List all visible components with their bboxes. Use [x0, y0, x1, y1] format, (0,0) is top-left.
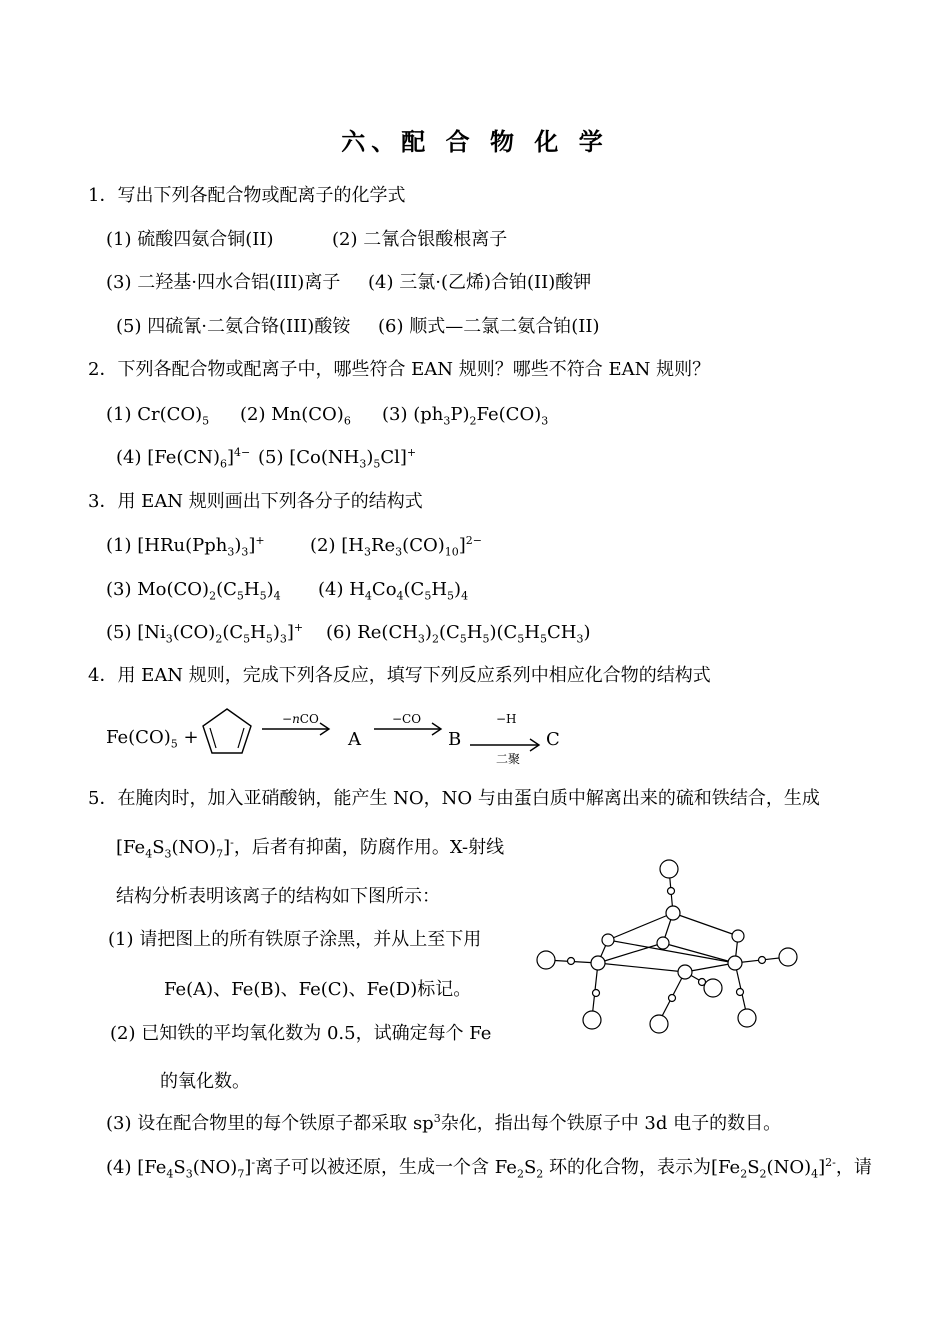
- question-3-stem: 3．用 EAN 规则画出下列各分子的结构式: [88, 491, 423, 512]
- q2-item-5: (5) $[Co(NH_3)_5Cl]^+$: [258, 446, 417, 471]
- q3-item-5: (5) $[Ni_3(CO)_2(C_5H_5)_3]^+$: [106, 621, 304, 646]
- fe4s3-no7-structure-diagram: [530, 850, 810, 1040]
- q3-item-4: (4) $H_4Co_4(C_5H_5)_4$: [318, 579, 469, 603]
- question-1-stem: 1．写出下列各配合物或配离子的化学式: [88, 185, 406, 206]
- cyclopentadiene-ring: [198, 706, 256, 756]
- q3-item-2: (2) $[H_3Re_3(CO)_{10}]^{2-}$: [310, 534, 482, 559]
- arrow-3-icon: [470, 738, 542, 752]
- q5-part-4: (4) $[Fe_4S_3(NO)_7]^-$离子可以被还原，生成一个含 $Fe_2S_2$ 环的化合物，表示为$[Fe_2S_2(NO)_4]^{2-}$，请: [106, 1156, 872, 1181]
- q5-part-1-a: (1) 请把图上的所有铁原子涂黑，并从上至下用: [108, 929, 482, 950]
- q3-item-3: (3) $Mo(CO)_2(C_5H_5)_4$: [106, 579, 281, 603]
- q3-item-1: (1) $[HRu(Pph_3)_3]^+$: [106, 534, 265, 559]
- arrow-3-bottom-label: 二聚: [496, 752, 521, 766]
- arrow-3-top-label: −H: [496, 712, 517, 726]
- arrow-1-icon: [262, 722, 332, 736]
- arrow-2-icon: [374, 722, 444, 736]
- q5-part-3: (3) 设在配合物里的每个铁原子都采取 $sp^3$杂化，指出每个铁原子中 3d 电子的数目。: [106, 1112, 782, 1134]
- arrow-1-label: −nCO: [282, 712, 319, 726]
- question-4-stem: 4．用 EAN 规则，完成下列各反应，填写下列反应系列中相应化合物的结构式: [88, 665, 711, 686]
- q1-item-4: (4) 三氯·(乙烯)合铂(II)酸钾: [368, 272, 592, 293]
- q5-part-2-a: (2) 已知铁的平均氧化数为 0.5，试确定每个 Fe: [110, 1023, 492, 1044]
- q1-item-2: (2) 二氰合银酸根离子: [332, 229, 508, 250]
- q3-item-6: (6) $Re(CH_3)_2(C_5H_5)(C_5H_5CH_3)$: [326, 622, 591, 646]
- page-title: 六、配 合 物 化 学: [341, 128, 609, 156]
- q2-item-2: (2) $Mn(CO)_6$: [240, 404, 351, 428]
- arrow-2-label: −CO: [392, 712, 422, 726]
- question-2-stem: 2．下列各配合物或配离子中，哪些符合 EAN 规则？哪些不符合 EAN 规则？: [88, 359, 711, 380]
- question-5-line-3: 结构分析表明该离子的结构如下图所示：: [116, 886, 440, 907]
- compound-B: B: [448, 729, 462, 750]
- question-5-line-2: $[Fe_4S_3(NO)_7]^-$，后者有抑菌，防腐作用。X-射线: [116, 836, 505, 861]
- q5-part-1-b: Fe(A)、Fe(B)、Fe(C)、Fe(D)标记。: [164, 979, 472, 1000]
- q2-item-4: (4) $[Fe(CN)_6]^{4-}$: [116, 446, 251, 471]
- q2-item-1: (1) $Cr(CO)_5$: [106, 404, 210, 428]
- q5-part-2-b: 的氧化数。: [160, 1071, 250, 1092]
- compound-A: A: [348, 729, 361, 750]
- q1-item-6: (6) 顺式—二氯二氨合铂(II): [378, 316, 600, 337]
- q2-item-3: (3) $(ph_3P)_2Fe(CO)_3$: [382, 404, 549, 428]
- q1-item-1: (1) 硫酸四氨合铜(II): [106, 229, 274, 250]
- question-5-line-1: 5．在腌肉时，加入亚硝酸钠，能产生 NO，NO 与由蛋白质中解离出来的硫和铁结合，生成: [88, 788, 820, 809]
- q1-item-3: (3) 二羟基·四水合铝(III)离子: [106, 272, 341, 293]
- compound-C: C: [546, 729, 560, 750]
- reactant-fe-co5: $Fe(CO)_5$ +: [106, 727, 199, 751]
- q1-item-5: (5) 四硫氰·二氨合铬(III)酸铵: [116, 316, 351, 337]
